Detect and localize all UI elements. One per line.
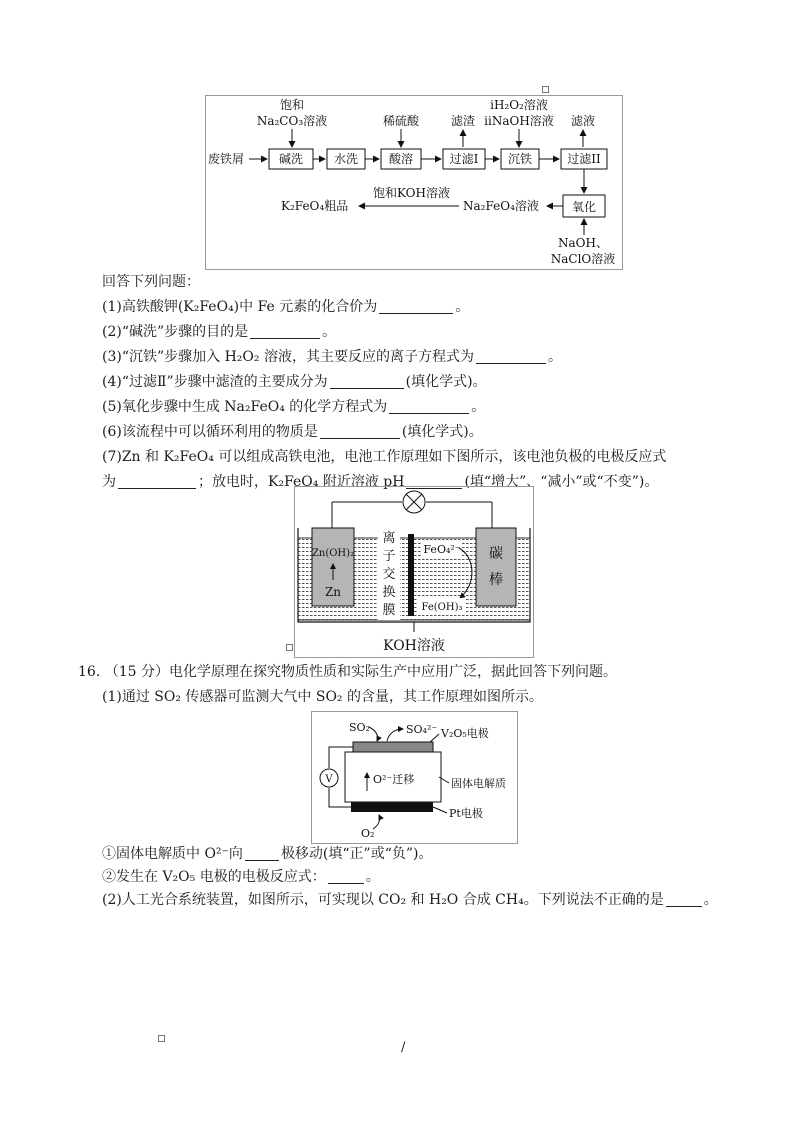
battery-diagram <box>294 486 534 658</box>
answer-blank[interactable] <box>328 869 364 884</box>
q16-header: 16. （15 分）电化学原理在探究物质性质和实际生产中应用广泛，据此回答下列问题。 <box>78 664 617 680</box>
carbon-char: 碳 <box>489 546 503 562</box>
q4-text: (4)“过滤Ⅱ”步骤中滤渣的主要成分为 <box>102 374 328 390</box>
q16-sub2-end: 。 <box>703 892 718 908</box>
q5-end: 。 <box>471 399 486 415</box>
q7-prefix: 为 <box>102 474 116 490</box>
page-mark: / <box>401 1040 406 1055</box>
ion-exchange-membrane <box>408 534 414 616</box>
q3-text: (3)“沉铁”步骤加入 H₂O₂ 溶液，其主要反应的离子方程式为 <box>102 349 474 365</box>
anode-top-label: Zn(OH)₂ <box>311 548 355 559</box>
reagent-wash-line1: 饱和 <box>279 98 305 112</box>
answer-blank[interactable] <box>666 892 702 907</box>
marker-square <box>542 86 549 93</box>
electrolyte-label: KOH溶液 <box>383 638 445 654</box>
step-precipitate: 沉铁 <box>507 152 533 166</box>
step-oxidize: 氧化 <box>571 200 597 214</box>
q16-sub1-i <box>102 845 433 863</box>
q5-text: (5)氧化步骤中生成 Na₂FeO₄ 的化学方程式为 <box>102 399 388 415</box>
filtrate-label: 滤液 <box>570 114 596 128</box>
v2o5-label: V₂O₅电极 <box>441 727 489 740</box>
answer-blank[interactable] <box>250 324 320 339</box>
reagent-fe-line1: iH₂O₂溶液 <box>490 98 548 112</box>
answer-blank[interactable] <box>389 399 469 414</box>
reagent-ox-line2: NaClO溶液 <box>550 252 616 266</box>
carbon-char: 棒 <box>489 572 503 588</box>
so2-label: SO₂ <box>349 721 370 734</box>
q16-sub1-ii-end: 。 <box>365 869 380 885</box>
question-6 <box>102 423 483 441</box>
membrane-char: 膜 <box>382 603 396 618</box>
step-filter-1: 过滤I <box>449 152 479 166</box>
q16-sub2-text: (2)人工光合系统装置，如图所示，可实现以 CO₂ 和 H₂O 合成 CH₄。下列说法不正确的是 <box>102 892 664 908</box>
voltmeter-label: V <box>325 774 333 785</box>
membrane-char: 交 <box>382 567 396 582</box>
step-alkali-wash: 碱洗 <box>278 152 304 166</box>
answer-blank[interactable] <box>245 846 279 861</box>
migration-label: O²⁻迁移 <box>373 773 415 786</box>
carbon-rod <box>476 528 516 606</box>
question-2 <box>102 323 336 341</box>
question-3 <box>102 348 562 366</box>
q16-sub2 <box>102 891 718 909</box>
reagent-ox-line1: NaOH、 <box>558 236 608 250</box>
feoh3-label: Fe(OH)₃ <box>421 602 463 613</box>
question-7-line1: (7)Zn 和 K₂FeO₄ 可以组成高铁电池，电池工作原理如下图所示，该电池负极的电极反应式 <box>102 449 667 465</box>
pt-electrode <box>351 802 433 812</box>
q4-end: (填化学式)。 <box>405 374 487 390</box>
questions-intro: 回答下列问题： <box>102 274 200 290</box>
feo4-label: FeO₄²⁻ <box>423 543 461 556</box>
pt-label: Pt电极 <box>449 807 483 820</box>
electrolyte-label: 固体电解质 <box>451 777 506 790</box>
so2-sensor-diagram <box>311 711 518 844</box>
reagent-koh: 饱和KOH溶液 <box>373 186 450 200</box>
marker-square <box>286 644 293 651</box>
q1-end: 。 <box>455 299 470 315</box>
o2-label: O₂ <box>361 827 375 840</box>
step-acid-dissolve: 酸溶 <box>388 152 414 166</box>
anode-bottom-label: Zn <box>324 585 342 599</box>
reagent-wash-line2: Na₂CO₃溶液 <box>256 114 328 128</box>
feed-label: 废铁屑 <box>208 152 245 166</box>
q16-sub1-i-end: 极移动(填“正”或“负”)。 <box>280 846 433 862</box>
q2-end: 。 <box>322 324 337 340</box>
answer-blank[interactable] <box>330 374 404 389</box>
answer-blank[interactable] <box>118 474 196 489</box>
q1-text: (1)高铁酸钾(K₂FeO₄)中 Fe 元素的化合价为 <box>102 299 378 315</box>
so4-label: SO₄²⁻ <box>406 723 438 736</box>
answer-blank[interactable] <box>379 299 453 314</box>
product-label: K₂FeO₄粗品 <box>281 199 349 213</box>
v2o5-electrode <box>353 742 433 752</box>
reagent-acid: 稀硫酸 <box>382 114 420 128</box>
reagent-fe-line2: iiNaOH溶液 <box>484 114 554 128</box>
membrane-char: 换 <box>382 585 396 600</box>
q6-text: (6)该流程中可以循环利用的物质是 <box>102 424 318 440</box>
question-4 <box>102 373 487 391</box>
question-1 <box>102 298 469 316</box>
q16-sub1-ii-text: ②发生在 V₂O₅ 电极的电极反应式： <box>102 869 326 885</box>
q6-end: (填化学式)。 <box>401 424 483 440</box>
membrane-char: 离 <box>382 531 396 546</box>
intermediate-label: Na₂FeO₄溶液 <box>463 199 539 213</box>
q16-sub1-ii <box>102 868 380 886</box>
step-water-wash: 水洗 <box>333 152 359 166</box>
residue-label: 滤渣 <box>450 114 476 128</box>
q16-sub1: (1)通过 SO₂ 传感器可监测大气中 SO₂ 的含量，其工作原理如图所示。 <box>102 689 543 705</box>
question-5 <box>102 398 485 416</box>
process-flowchart <box>205 95 623 270</box>
q16-sub1-i-text: ①固体电解质中 O²⁻向 <box>102 846 243 862</box>
membrane-char: 子 <box>382 549 396 564</box>
q2-text: (2)“碱洗”步骤的目的是 <box>102 324 249 340</box>
step-filter-2: 过滤II <box>567 152 601 166</box>
q7-middle: ；放电时，K₂FeO₄ 附近溶液 pH <box>198 474 405 490</box>
marker-square <box>158 1035 165 1042</box>
q3-end: 。 <box>547 349 562 365</box>
answer-blank[interactable] <box>476 349 546 364</box>
answer-blank[interactable] <box>320 424 400 439</box>
q7-end: (填“增大”、“减小”或“不变”)。 <box>464 474 659 490</box>
